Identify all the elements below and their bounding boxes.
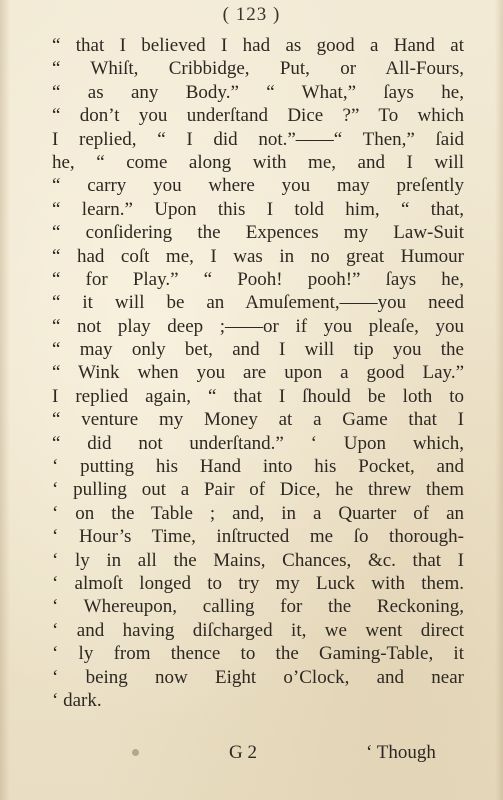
text-line: “ it will be an Amuſement,——you need <box>52 292 464 314</box>
text-line: “ Wink when you are upon a good Lay.” <box>52 362 464 384</box>
text-line: I replied, “ I did not.”——“ Then,” ſaid <box>52 128 464 150</box>
text-line: “ venture my Money at a Game that I <box>52 409 464 431</box>
text-line: ‘ ly in all the Mains, Chances, &c. that I <box>52 549 464 571</box>
text-line: ‘ ly from thence to the Gaming-Table, it <box>52 643 464 665</box>
text-line: “ may only bet, and I will tip you the <box>52 339 464 361</box>
text-line: “ conſidering the Expences my Law-Suit <box>52 222 464 244</box>
text-line: “ did not underſtand.” ‘ Upon which, <box>52 432 464 454</box>
text-line: “ that I believed I had as good a Hand at <box>52 35 464 56</box>
page-edge-left <box>0 0 10 800</box>
signature-mark: G 2 <box>229 742 257 763</box>
text-line: “ don’t you underſtand Dice ?” To which <box>52 105 464 127</box>
page-footer <box>0 742 503 772</box>
page-number: ( 123 ) <box>222 4 281 25</box>
text-line: ‘ putting his Hand into his Pocket, and <box>52 456 464 478</box>
text-line: ‘ almoſt longed to try my Luck with them. <box>52 572 464 594</box>
catchword: ‘ Though <box>366 742 436 763</box>
text-line: ‘ and having diſcharged it, we went direct <box>52 619 464 641</box>
text-line: ‘ Whereupon, calling for the Reckoning, <box>52 596 464 618</box>
text-line: “ as any Body.” “ What,” ſays he, <box>52 81 464 103</box>
text-line: ‘ on the Table ; and, in a Quarter of an <box>52 502 464 524</box>
text-line: ‘ Hour’s Time, inſtructed me ſo thorough- <box>52 526 464 548</box>
text-line: I replied again, “ that I ſhould be loth to <box>52 385 464 407</box>
page-edge-right <box>495 0 503 800</box>
text-line: “ Whiſt, Cribbidge, Put, or All-Fours, <box>52 58 464 80</box>
text-line: he, “ come along with me, and I will <box>52 151 464 173</box>
body-text <box>52 34 464 712</box>
text-line: “ for Play.” “ Pooh! pooh!” ſays he, <box>52 268 464 290</box>
text-line: “ carry you where you may preſently <box>52 175 464 197</box>
text-line: “ had coſt me, I was in no great Humour <box>52 245 464 267</box>
text-line: ‘ being now Eight o’Clock, and near <box>52 666 464 688</box>
text-line: “ learn.” Upon this I told him, “ that, <box>52 198 464 220</box>
text-line: ‘ pulling out a Pair of Dice, he threw them <box>52 479 464 501</box>
text-line-last: ‘ dark. <box>52 689 102 711</box>
text-line: “ not play deep ;——or if you pleaſe, you <box>52 315 464 337</box>
